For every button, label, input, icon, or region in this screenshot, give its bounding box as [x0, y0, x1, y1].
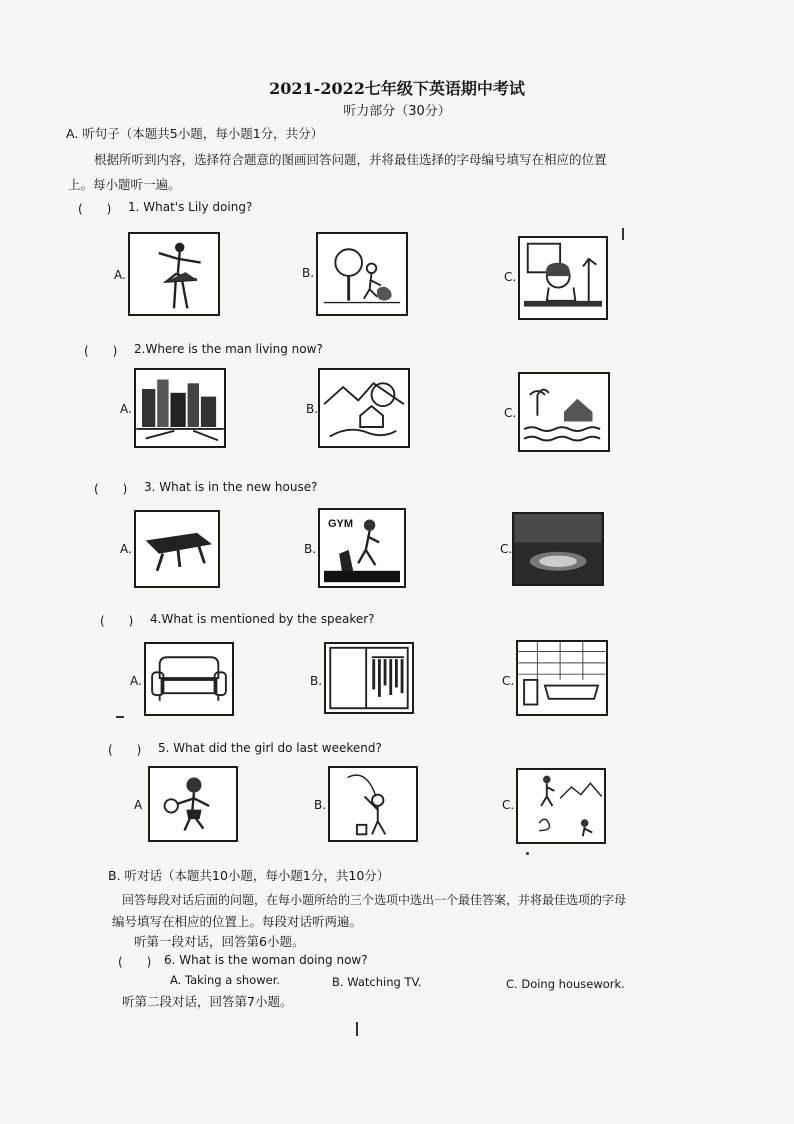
city-skyline-illustration: [136, 370, 224, 446]
ping-pong-table-illustration: [136, 512, 218, 586]
ballet-dancer-illustration: [130, 234, 218, 314]
stray-mark: [622, 228, 624, 240]
seaside-village-illustration: [520, 374, 608, 450]
q6-option-c[interactable]: C. Doing housework.: [506, 977, 625, 991]
q5-option-b-image[interactable]: [328, 766, 418, 842]
q2-option-b-image[interactable]: [318, 368, 410, 448]
question-4-text: 4.What is mentioned by the speaker?: [150, 612, 375, 626]
q2-option-b-label: B.: [306, 402, 319, 416]
gym-sign: GYM: [328, 518, 354, 530]
q3-option-b-label: B.: [304, 542, 317, 556]
hiking-mountains-illustration: [518, 770, 604, 842]
garden-pond-photo: [514, 514, 602, 584]
question-1-text: 1. What's Lily doing?: [128, 200, 253, 214]
page-subtitle: 听力部分（30分）: [343, 104, 451, 119]
q4-option-c-label: C.: [502, 674, 515, 688]
gardening-illustration: [318, 234, 406, 314]
q1-option-a-image[interactable]: [128, 232, 220, 316]
q5-option-a-label: A: [134, 798, 143, 812]
q1-option-a-label: A.: [114, 268, 126, 282]
q3-option-c-image[interactable]: [512, 512, 604, 586]
page-divider-mark: [356, 1022, 358, 1036]
girl-studying-illustration: [520, 238, 606, 318]
q3-option-b-image[interactable]: [318, 508, 406, 588]
section-b-instruction-1: 回答每段对话后面的问题，在每小题所给的三个选项中选出一个最佳答案，并将最佳选项的字母: [122, 893, 627, 907]
question-5-text: 5. What did the girl do last weekend?: [158, 741, 382, 755]
answer-blank-3[interactable]: ( ): [94, 482, 128, 496]
q3-option-a-image[interactable]: [134, 510, 220, 588]
answer-blank-5[interactable]: ( ): [108, 743, 142, 757]
section-a-heading: A. 听句子（本题共5小题，每小题1分，共分）: [66, 126, 324, 141]
answer-blank-6[interactable]: ( ): [118, 955, 152, 969]
q5-option-a-image[interactable]: [148, 766, 238, 842]
section-b-heading: B. 听对话（本题共10小题，每小题1分，共10分）: [108, 868, 390, 883]
page-title: 2021-2022七年级下英语期中考试: [269, 79, 525, 98]
section-b-instruction-2: 编号填写在相应的位置上。每段对话听两遍。: [112, 914, 363, 929]
section-a-instruction-2: 上。每小题听一遍。: [68, 177, 181, 192]
q6-option-a[interactable]: A. Taking a shower.: [170, 973, 281, 987]
q2-option-a-image[interactable]: [134, 368, 226, 448]
section-a-instruction-1: 根据所听到内容，选择符合题意的图画回答问题，并将最佳选择的字母编号填写在相应的位置: [94, 152, 607, 167]
answer-blank-2[interactable]: ( ): [84, 344, 118, 358]
q5-option-c-label: C.: [502, 798, 515, 812]
q1-option-b-image[interactable]: [316, 232, 408, 316]
q4-option-c-image[interactable]: [516, 640, 608, 716]
girl-playing-tennis-illustration: [150, 768, 236, 840]
countryside-house-illustration: [320, 370, 408, 446]
q1-option-c-image[interactable]: [518, 236, 608, 320]
dialogue-2-intro: 听第二段对话，回答第7小题。: [122, 994, 293, 1009]
question-2-text: 2.Where is the man living now?: [134, 342, 323, 356]
q2-option-a-label: A.: [120, 402, 132, 416]
q3-option-a-label: A.: [120, 542, 132, 556]
q4-option-b-label: B.: [310, 674, 323, 688]
q5-option-b-label: B.: [314, 798, 327, 812]
q4-option-b-image[interactable]: [324, 642, 414, 714]
sofa-illustration: [146, 644, 232, 714]
q1-option-b-label: B.: [302, 266, 315, 280]
question-3-text: 3. What is in the new house?: [144, 480, 318, 494]
question-6-text: 6. What is the woman doing now?: [164, 953, 368, 967]
q3-option-c-label: C.: [500, 542, 513, 556]
boy-fishing-illustration: [330, 768, 416, 840]
q4-option-a-image[interactable]: [144, 642, 234, 716]
q1-option-c-label: C.: [504, 270, 517, 284]
answer-blank-4[interactable]: ( ): [100, 614, 134, 628]
stray-mark: [116, 716, 124, 718]
q2-option-c-image[interactable]: [518, 372, 610, 452]
bathroom-illustration: [518, 642, 606, 714]
wardrobe-illustration: [326, 644, 412, 712]
answer-blank-1[interactable]: ( ): [78, 202, 112, 216]
q2-option-c-label: C.: [504, 406, 517, 420]
dialogue-1-intro: 听第一段对话，回答第6小题。: [134, 934, 305, 949]
q4-option-a-label: A.: [130, 674, 142, 688]
stray-mark: [526, 852, 529, 855]
q6-option-b[interactable]: B. Watching TV.: [332, 975, 422, 989]
q5-option-c-image[interactable]: [516, 768, 606, 844]
